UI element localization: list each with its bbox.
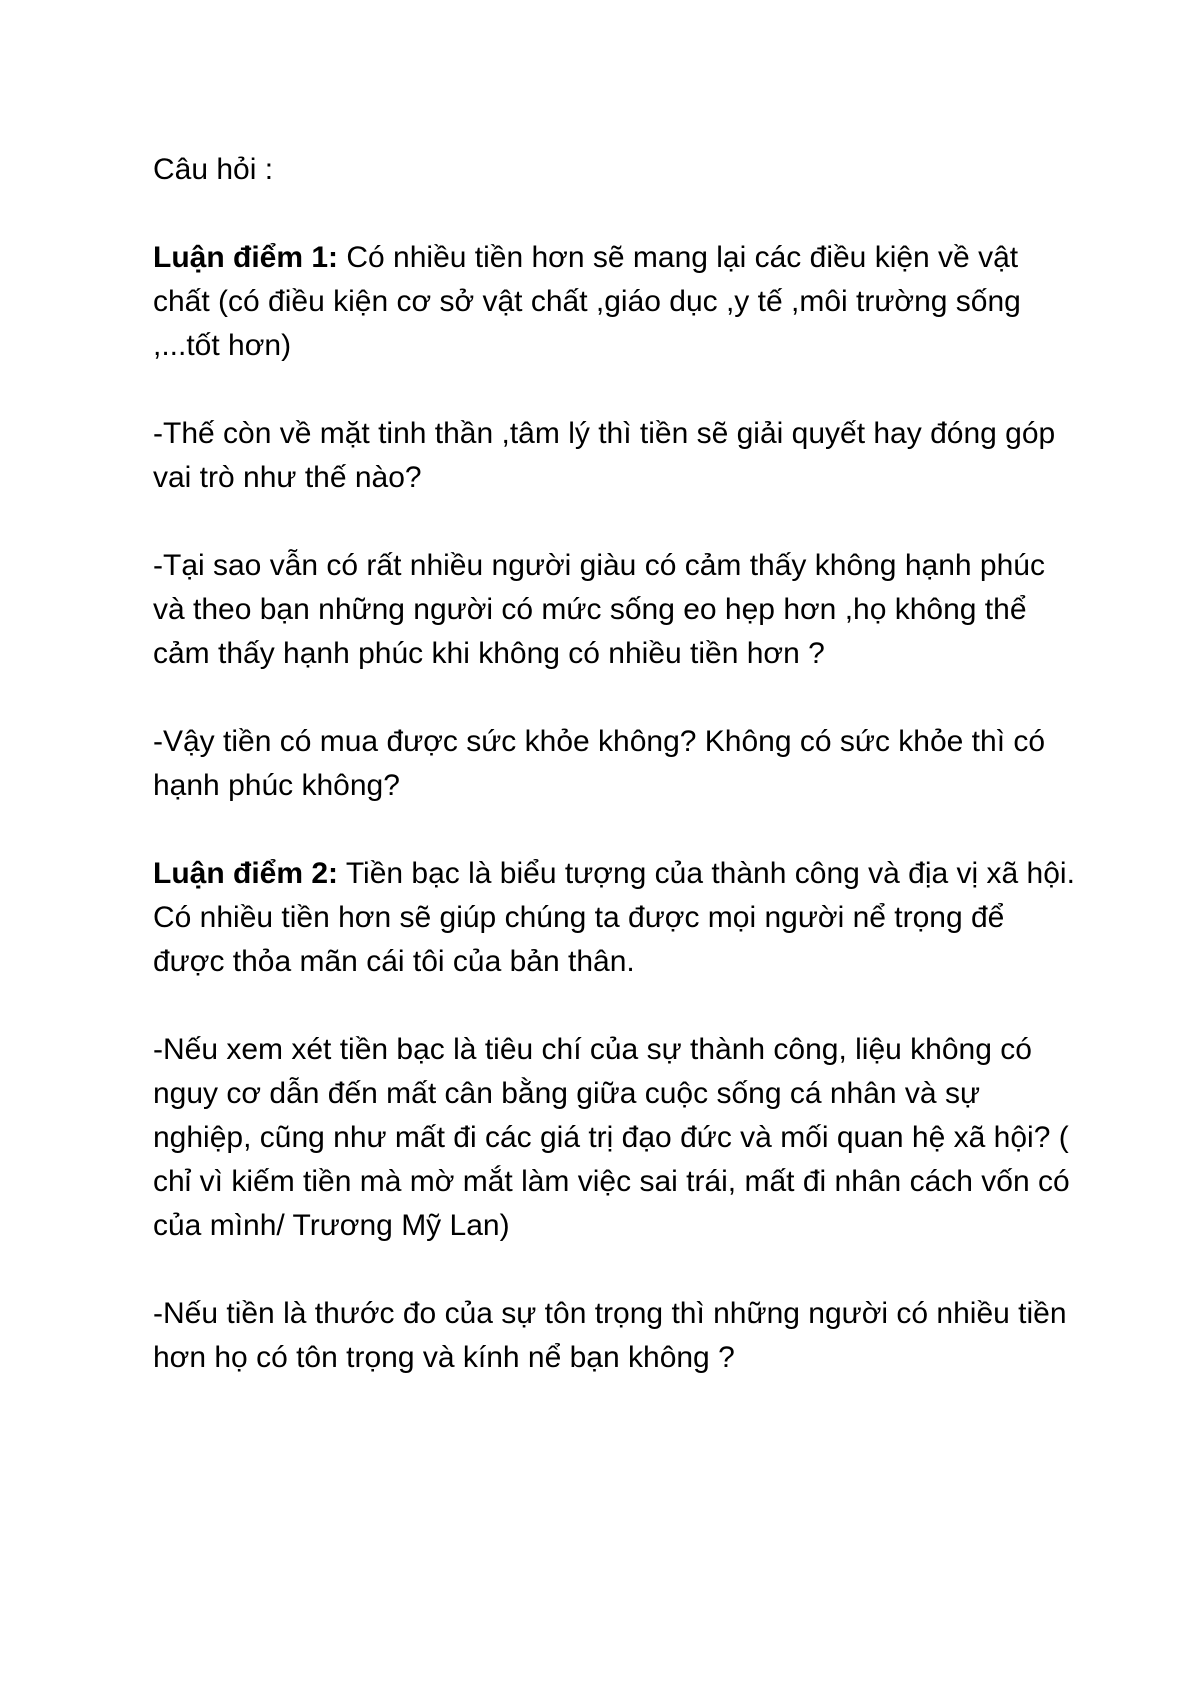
argument-1-question-3: -Vậy tiền có mua được sức khỏe không? Không có sức khỏe thì có hạnh phúc không? <box>153 725 1046 802</box>
argument-2-question-1: -Nếu xem xét tiền bạc là tiêu chí của sự thành công, liệu không có nguy cơ dẫn đến mất cân bằng giữa cuộc sống cá nhân và sự nghiệp, cũng như mất đi các giá trị đạo đức và mối quan hệ xã hội? ( chỉ vì kiếm tiền mà mờ mắt làm việc sai trái, mất đi nhân cách vốn có của mình/ Trương Mỹ Lan) <box>153 1033 1070 1242</box>
argument-1-text: Có nhiều tiền hơn sẽ mang lại các điều kiện về vật chất (có điều kiện cơ sở vật chất ,giáo dục ,y tế ,môi trường sống ,...tốt hơn) <box>153 241 1021 362</box>
argument-2 <box>153 852 1083 984</box>
argument-1-question-1: -Thế còn về mặt tinh thần ,tâm lý thì tiền sẽ giải quyết hay đóng góp vai trò như thế nào? <box>153 417 1056 494</box>
argument-1 <box>153 236 1083 368</box>
argument-1-label: Luận điểm 1: <box>153 241 339 274</box>
argument-1-question-2: -Tại sao vẫn có rất nhiều người giàu có cảm thấy không hạnh phúc và theo bạn những người có mức sống eo hẹp hơn ,họ không thể cảm thấy hạnh phúc khi không có nhiều tiền hơn ? <box>153 549 1045 670</box>
question-heading: Câu hỏi : <box>153 153 274 186</box>
argument-2-question-2: -Nếu tiền là thước đo của sự tôn trọng thì những người có nhiều tiền hơn họ có tôn trọng và kính nể bạn không ? <box>153 1297 1067 1374</box>
argument-2-label: Luận điểm 2: <box>153 857 339 890</box>
argument-2-text: Tiền bạc là biểu tượng của thành công và địa vị xã hội. Có nhiều tiền hơn sẽ giúp chúng ta được mọi người nể trọng để được thỏa mãn cái tôi của bản thân. <box>153 857 1075 978</box>
document-body <box>153 148 1083 1380</box>
